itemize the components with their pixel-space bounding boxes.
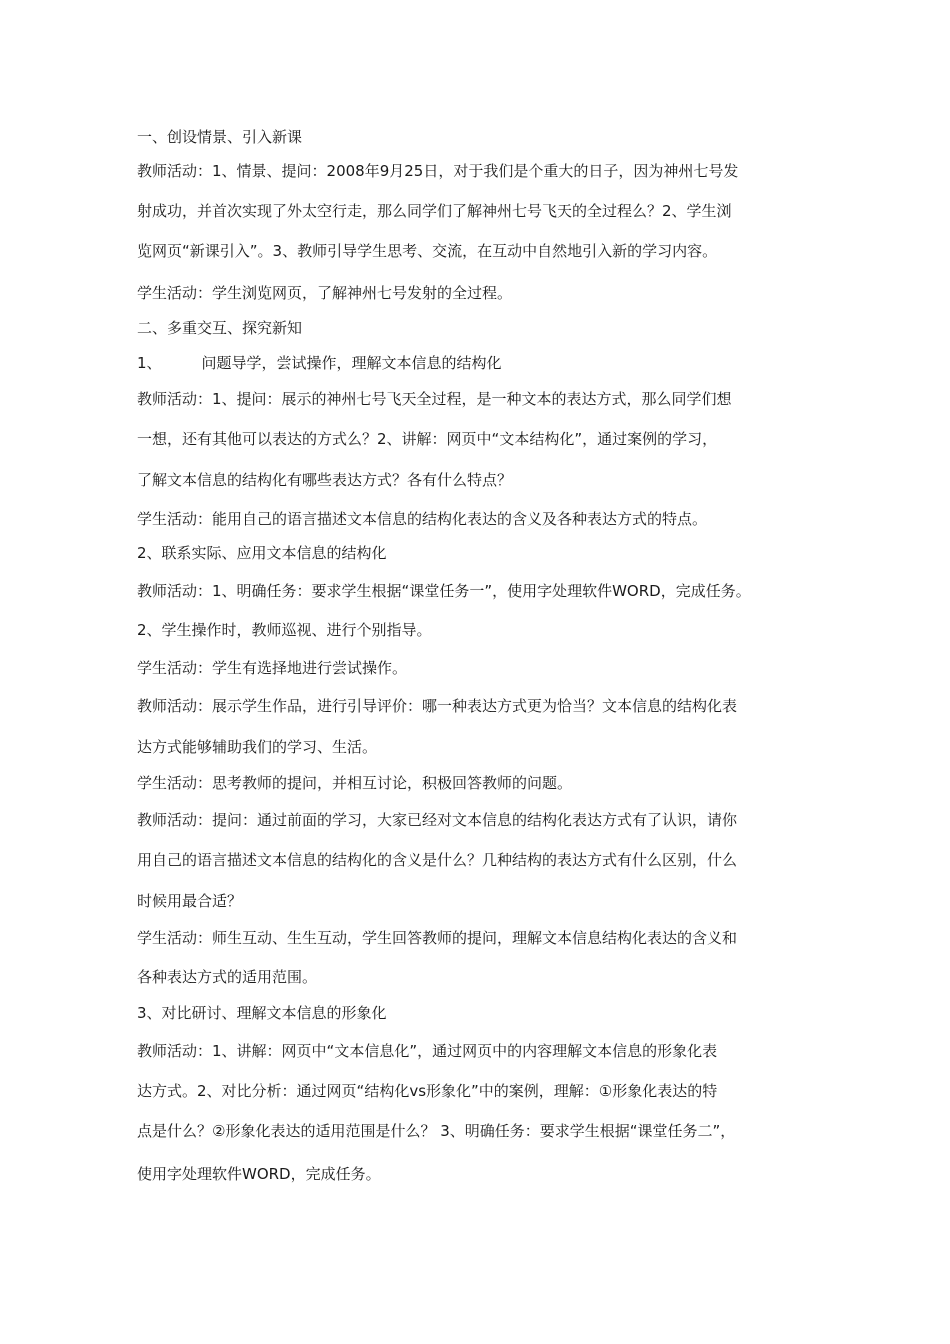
text-line: 教师活动：1、明确任务：要求学生根据“课堂任务一”，使用字处理软件WORD，完成任务。 bbox=[137, 582, 751, 600]
text-line: 2、学生操作时，教师巡视、进行个别指导。 bbox=[137, 621, 432, 639]
text-line: 点是什么？②形象化表达的适用范围是什么？ 3、明确任务：要求学生根据“课堂任务二”， bbox=[137, 1122, 736, 1140]
subheading-3: 3、对比研讨、理解文本信息的形象化 bbox=[137, 1004, 387, 1022]
text-line: 使用字处理软件WORD，完成任务。 bbox=[137, 1165, 381, 1183]
text-line: 时候用最合适？ bbox=[137, 892, 243, 910]
text-line: 各种表达方式的适用范围。 bbox=[137, 968, 318, 986]
subheading-2: 2、联系实际、应用文本信息的结构化 bbox=[137, 544, 387, 562]
text-line: 一想，还有其他可以表达的方式么？2、讲解：网页中“文本结构化”，通过案例的学习， bbox=[137, 430, 718, 448]
section-heading-1: 一、创设情景、引入新课 bbox=[137, 128, 303, 146]
subheading-1 bbox=[137, 356, 502, 371]
text-line: 了解文本信息的结构化有哪些表达方式？各有什么特点？ bbox=[137, 471, 513, 489]
text-line: 达方式能够辅助我们的学习、生活。 bbox=[137, 738, 378, 756]
subheading-number: 1、 bbox=[137, 354, 162, 372]
text-line: 用自己的语言描述文本信息的结构化的含义是什么？几种结构的表达方式有什么区别，什么 bbox=[137, 851, 738, 869]
text-line: 教师活动：1、讲解：网页中“文本信息化”，通过网页中的内容理解文本信息的形象化表 bbox=[137, 1042, 718, 1060]
text-line: 教师活动：1、提问：展示的神州七号飞天全过程，是一种文本的表达方式，那么同学们想 bbox=[137, 390, 732, 408]
text-line: 教师活动：展示学生作品，进行引导评价：哪一种表达方式更为恰当？文本信息的结构化表 bbox=[137, 697, 738, 715]
text-line: 达方式。2、对比分析：通过网页“结构化vs形象化”中的案例，理解：①形象化表达的特 bbox=[137, 1082, 718, 1100]
text-line: 学生活动：师生互动、生生互动，学生回答教师的提问，理解文本信息结构化表达的含义和 bbox=[137, 929, 738, 947]
text-line: 教师活动：提问：通过前面的学习，大家已经对文本信息的结构化表达方式有了认识，请你 bbox=[137, 811, 738, 829]
section-heading-2: 二、多重交互、探究新知 bbox=[137, 319, 303, 337]
text-line: 学生活动：学生浏览网页，了解神州七号发射的全过程。 bbox=[137, 284, 513, 302]
subheading-text: 问题导学，尝试操作，理解文本信息的结构化 bbox=[201, 354, 502, 372]
text-line: 学生活动：能用自己的语言描述文本信息的结构化表达的含义及各种表达方式的特点。 bbox=[137, 510, 708, 528]
text-line: 射成功，并首次实现了外太空行走，那么同学们了解神州七号飞天的全过程么？2、学生浏 bbox=[137, 202, 732, 220]
text-line: 学生活动：思考教师的提问，并相互讨论，积极回答教师的问题。 bbox=[137, 774, 573, 792]
text-line: 学生活动：学生有选择地进行尝试操作。 bbox=[137, 659, 408, 677]
text-line: 览网页“新课引入”。3、教师引导学生思考、交流，在互动中自然地引入新的学习内容。 bbox=[137, 242, 718, 260]
text-line: 教师活动：1、情景、提问：2008年9月25日，对于我们是个重大的日子，因为神州七号发 bbox=[137, 162, 739, 180]
